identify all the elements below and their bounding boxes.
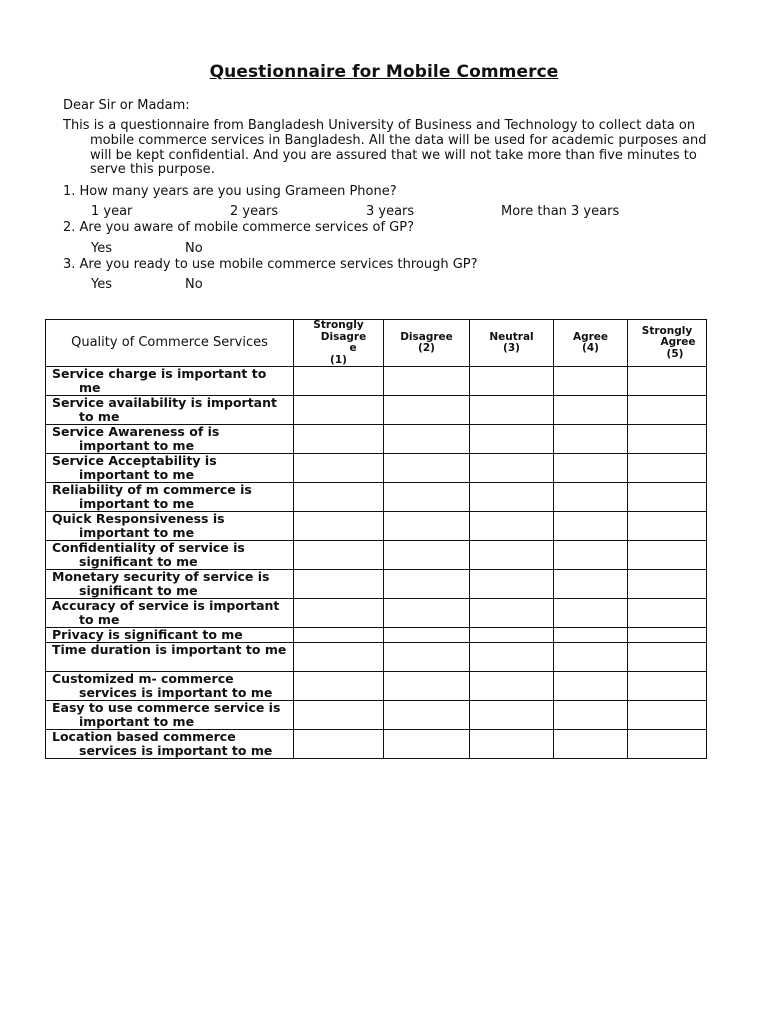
- rating-table-body: [46, 367, 707, 759]
- q1-option-3-years[interactable]: 3 years: [366, 204, 415, 219]
- header-line: (3): [503, 342, 520, 354]
- rating-cell-4[interactable]: [554, 425, 628, 454]
- rating-cell-3[interactable]: [470, 454, 554, 483]
- header-line: (2): [418, 342, 435, 354]
- rating-cell-1[interactable]: [294, 599, 384, 628]
- service-item-label: Quick Responsiveness is important to me: [52, 511, 225, 540]
- rating-cell-3[interactable]: [470, 701, 554, 730]
- rating-cell-3[interactable]: [470, 483, 554, 512]
- rating-cell-5[interactable]: [628, 425, 707, 454]
- service-item-cell: [46, 570, 294, 599]
- rating-cell-1[interactable]: [294, 672, 384, 701]
- service-item-label: Service Acceptability is important to me: [52, 453, 217, 482]
- header-line: Strongly: [313, 319, 364, 331]
- header-line: e: [349, 342, 357, 354]
- header-line: Disagree: [400, 330, 453, 343]
- rating-cell-5[interactable]: [628, 628, 707, 643]
- table-row: [46, 512, 707, 541]
- service-item-cell: [46, 599, 294, 628]
- rating-cell-4[interactable]: [554, 643, 628, 672]
- rating-cell-5[interactable]: [628, 730, 707, 759]
- rating-cell-3[interactable]: [470, 628, 554, 643]
- rating-cell-4[interactable]: [554, 483, 628, 512]
- rating-cell-3[interactable]: [470, 599, 554, 628]
- rating-cell-5[interactable]: [628, 643, 707, 672]
- rating-cell-2[interactable]: [384, 541, 470, 570]
- rating-cell-5[interactable]: [628, 512, 707, 541]
- header-line: Agree: [660, 336, 696, 349]
- rating-cell-1[interactable]: [294, 396, 384, 425]
- rating-cell-1[interactable]: [294, 483, 384, 512]
- rating-cell-5[interactable]: [628, 454, 707, 483]
- header-line: Agree: [572, 330, 609, 343]
- table-row: [46, 628, 707, 643]
- rating-cell-4[interactable]: [554, 672, 628, 701]
- rating-cell-1[interactable]: [294, 512, 384, 541]
- service-item-label: Confidentiality of service is significant to me: [52, 540, 245, 569]
- rating-cell-2[interactable]: [384, 672, 470, 701]
- table-header-row: [46, 320, 707, 367]
- rating-cell-5[interactable]: [628, 672, 707, 701]
- rating-cell-3[interactable]: [470, 367, 554, 396]
- service-item-cell: [46, 701, 294, 730]
- service-item-label: Time duration is important to me: [52, 642, 287, 657]
- service-item-cell: [46, 425, 294, 454]
- table-row: [46, 367, 707, 396]
- rating-cell-2[interactable]: [384, 643, 470, 672]
- rating-cell-4[interactable]: [554, 541, 628, 570]
- rating-cell-1[interactable]: [294, 454, 384, 483]
- service-item-label: Service Awareness of is important to me: [52, 424, 220, 453]
- page-title: Questionnaire for Mobile Commerce: [209, 62, 559, 82]
- rating-cell-3[interactable]: [470, 541, 554, 570]
- rating-cell-4[interactable]: [554, 396, 628, 425]
- rating-cell-4[interactable]: [554, 628, 628, 643]
- header-line: Strongly: [641, 324, 693, 337]
- header-line: (5): [666, 347, 684, 360]
- header-line: (1): [330, 353, 347, 366]
- service-item-label: Easy to use commerce service is important to me: [52, 700, 281, 729]
- service-item-label: Service charge is important to me: [52, 366, 267, 395]
- q2-option-no[interactable]: No: [185, 241, 203, 256]
- strongly-agree-header: [628, 320, 707, 367]
- table-row: [46, 599, 707, 628]
- rating-cell-1[interactable]: [294, 367, 384, 396]
- rating-cell-4[interactable]: [554, 701, 628, 730]
- rating-cell-3[interactable]: [470, 672, 554, 701]
- service-item-label: Customized m- commerce services is important to me: [52, 671, 273, 700]
- service-item-label: Location based commerce services is important to me: [52, 729, 273, 758]
- table-row: [46, 730, 707, 759]
- table-row: [46, 454, 707, 483]
- question-2: 2. Are you aware of mobile commerce services of GP?: [63, 220, 414, 235]
- service-item-cell: [46, 672, 294, 701]
- service-item-cell: [46, 643, 294, 672]
- service-item-cell: [46, 541, 294, 570]
- service-item-label: Reliability of m commerce is important to me: [52, 482, 252, 511]
- rating-cell-4[interactable]: [554, 599, 628, 628]
- service-item-cell: [46, 628, 294, 643]
- rating-cell-5[interactable]: [628, 367, 707, 396]
- rating-cell-2[interactable]: [384, 628, 470, 643]
- rating-cell-3[interactable]: [470, 570, 554, 599]
- rating-cell-2[interactable]: [384, 730, 470, 759]
- rating-cell-2[interactable]: [384, 701, 470, 730]
- service-item-cell: [46, 730, 294, 759]
- table-row: [46, 672, 707, 701]
- rating-cell-3[interactable]: [470, 425, 554, 454]
- q1-option-1-year[interactable]: 1 year: [91, 204, 133, 219]
- rating-cell-1[interactable]: [294, 628, 384, 643]
- service-item-cell: [46, 454, 294, 483]
- rating-cell-1[interactable]: [294, 541, 384, 570]
- rating-cell-5[interactable]: [628, 396, 707, 425]
- agree-header: [554, 320, 628, 367]
- rating-cell-2[interactable]: [384, 396, 470, 425]
- service-item-cell: [46, 512, 294, 541]
- q3-option-no[interactable]: No: [185, 277, 203, 292]
- rating-cell-1[interactable]: [294, 425, 384, 454]
- rating-cell-2[interactable]: [384, 483, 470, 512]
- disagree-header: [384, 320, 470, 367]
- rating-cell-1[interactable]: [294, 730, 384, 759]
- rating-cell-5[interactable]: [628, 541, 707, 570]
- header-line: Neutral: [489, 330, 534, 343]
- rating-cell-4[interactable]: [554, 512, 628, 541]
- q3-option-yes[interactable]: Yes: [91, 277, 112, 292]
- service-item-label: Service availability is important to me: [52, 395, 277, 424]
- service-item-cell: [46, 483, 294, 512]
- rating-cell-5[interactable]: [628, 599, 707, 628]
- rating-cell-2[interactable]: [384, 570, 470, 599]
- table-row: [46, 541, 707, 570]
- header-line: Disagre: [320, 330, 367, 343]
- rating-cell-1[interactable]: [294, 570, 384, 599]
- rating-cell-2[interactable]: [384, 367, 470, 396]
- rating-cell-2[interactable]: [384, 512, 470, 541]
- header-line: (4): [582, 342, 599, 354]
- rating-cell-2[interactable]: [384, 454, 470, 483]
- rating-cell-3[interactable]: [470, 396, 554, 425]
- service-item-label: Accuracy of service is important to me: [52, 598, 280, 627]
- rating-cell-3[interactable]: [470, 512, 554, 541]
- q1-option-more-than-3-years[interactable]: More than 3 years: [501, 204, 620, 219]
- rating-cell-4[interactable]: [554, 570, 628, 599]
- question-3: 3. Are you ready to use mobile commerce services through GP?: [63, 257, 478, 272]
- neutral-header: [470, 320, 554, 367]
- table-row: [46, 483, 707, 512]
- quality-column-header: Quality of Commerce Services: [46, 320, 294, 367]
- rating-cell-3[interactable]: [470, 730, 554, 759]
- rating-cell-1[interactable]: [294, 643, 384, 672]
- table-row: [46, 701, 707, 730]
- rating-table: [45, 319, 707, 759]
- rating-cell-4[interactable]: [554, 730, 628, 759]
- salutation: Dear Sir or Madam:: [63, 98, 190, 113]
- rating-cell-5[interactable]: [628, 570, 707, 599]
- rating-cell-2[interactable]: [384, 599, 470, 628]
- strongly-disagree-header: [294, 320, 384, 367]
- rating-cell-5[interactable]: [628, 701, 707, 730]
- rating-cell-3[interactable]: [470, 643, 554, 672]
- table-row: [46, 425, 707, 454]
- service-item-cell: [46, 367, 294, 396]
- rating-cell-4[interactable]: [554, 454, 628, 483]
- service-item-label: Monetary security of service is significant to me: [52, 569, 270, 598]
- q1-option-2-years[interactable]: 2 years: [230, 204, 279, 219]
- table-row: [46, 643, 707, 672]
- table-row: [46, 570, 707, 599]
- rating-cell-5[interactable]: [628, 483, 707, 512]
- rating-cell-4[interactable]: [554, 367, 628, 396]
- service-item-cell: [46, 396, 294, 425]
- intro-paragraph: This is a questionnaire from Bangladesh University of Business and Technology to collect data on mobile commerce services in Bangladesh. All the data will be used for academic purposes and will be kept confidential. And you are assured that we will not take more than five minutes to serve this purpose.: [63, 118, 707, 178]
- question-1: 1. How many years are you using Grameen Phone?: [63, 184, 397, 199]
- service-item-label: Privacy is significant to me: [52, 627, 243, 642]
- q2-option-yes[interactable]: Yes: [91, 241, 112, 256]
- rating-cell-1[interactable]: [294, 701, 384, 730]
- table-row: [46, 396, 707, 425]
- rating-cell-2[interactable]: [384, 425, 470, 454]
